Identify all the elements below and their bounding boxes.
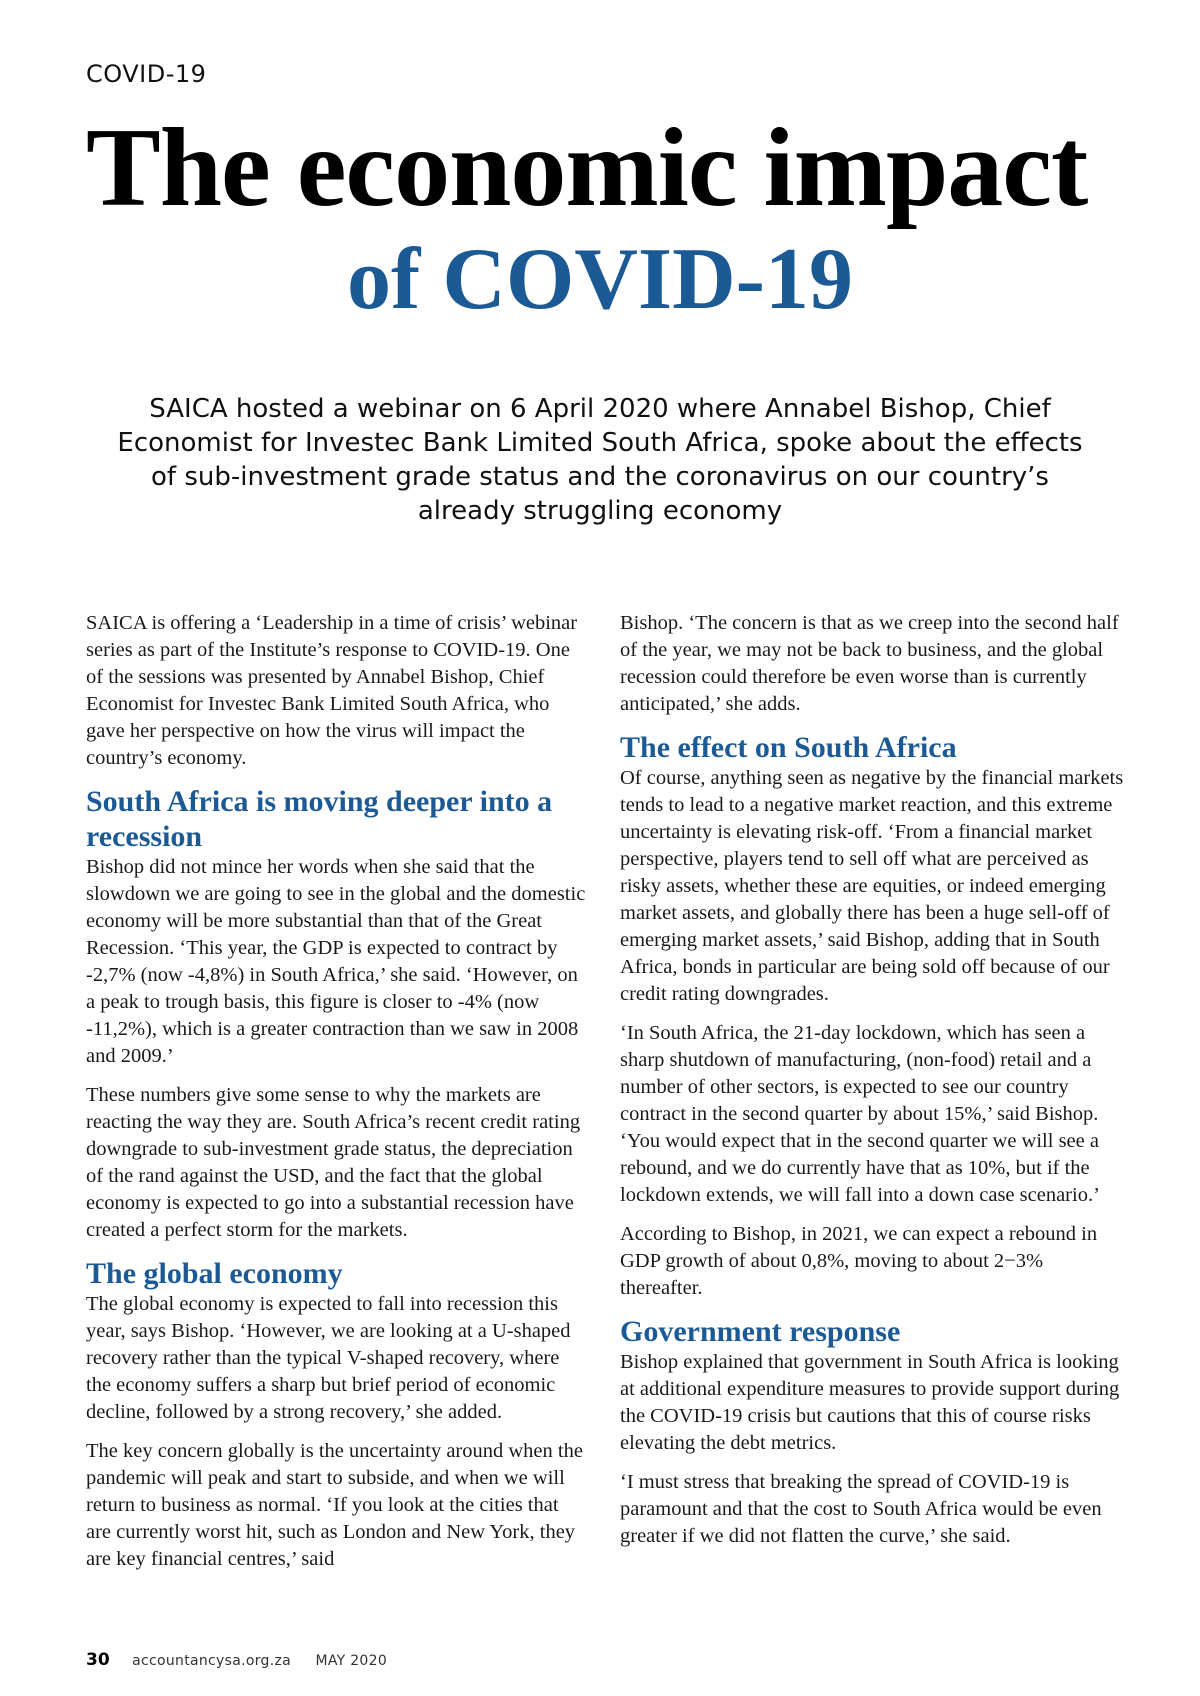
title-line-2: of COVID-19 xyxy=(347,231,853,328)
body-paragraph: ‘I must stress that breaking the spread of COVID-19 is paramount and that the cost to South Africa would be even greater if we did not flatten the curve,’ she said. xyxy=(620,1471,1102,1547)
page-footer xyxy=(86,1650,387,1670)
column-left xyxy=(86,610,588,1585)
section-heading-effect-on-sa: The effect on South Africa xyxy=(620,731,957,764)
page-number: 30 xyxy=(86,1650,110,1670)
section-heading-government-response: Government response xyxy=(620,1315,901,1348)
body-paragraph: Bishop did not mince her words when she said that the slowdown we are going to see in the global and the domestic economy will be more substantial than that of the Great Recession. ‘This year, the GDP is expected to contract by -2,7% (now -4,8%) in South Africa,’ she said. ‘However, on a peak to trough basis, this figure is closer to -4% (now -11,2%), which is a greater contraction than we saw in 2008 and 2009.’ xyxy=(86,856,586,1067)
body-paragraph: ‘In South Africa, the 21-day lockdown, which has seen a sharp shutdown of manufacturing, (non-food) retail and a number of other sectors, is expected to see our country contract in the second quarter by about 15%,’ said Bishop. ‘You would expect that in the second quarter we will see a rebound, and we do currently have that as 10%, but if the lockdown extends, we will fall into a down case scenario.’ xyxy=(620,1022,1100,1206)
issue-date: MAY 2020 xyxy=(315,1653,388,1669)
body-paragraph: The key concern globally is the uncertainty around when the pandemic will peak and start to subside, and when we will return to business as normal. ‘If you look at the cities that are currently worst hit, such as London and New York, they are key financial centres,’ said xyxy=(86,1440,583,1570)
section-heading-recession: South Africa is moving deeper into a recession xyxy=(86,785,553,853)
body-paragraph: Bishop explained that government in South Africa is looking at additional expenditure measures to provide support during the COVID-19 crisis but cautions that this of course risks elevating the debt metrics. xyxy=(620,1351,1120,1454)
section-heading-global-economy: The global economy xyxy=(86,1257,343,1290)
standfirst: SAICA hosted a webinar on 6 April 2020 where Annabel Bishop, Chief Economist for Investec Bank Limited South Africa, spoke about the effects of sub-investment grade status and the coronavirus on our country’s already struggling economy xyxy=(117,394,1083,526)
body-paragraph: These numbers give some sense to why the markets are reacting the way they are. South Africa’s recent credit rating downgrade to sub-investment grade status, the depreciation of the rand against the USD, and the fact that the global economy is expected to go into a substantial recession have created a perfect storm for the markets. xyxy=(86,1084,581,1241)
body-paragraph: The global economy is expected to fall into recession this year, says Bishop. ‘However, we are looking at a U-shaped recovery rather than the typical V-shaped recovery, where the economy suffers a sharp but brief period of economic decline, followed by a strong recovery,’ she added. xyxy=(86,1293,571,1423)
body-paragraph-continued: Bishop. ‘The concern is that as we creep into the second half of the year, we may not be back to business, and the global recession could therefore be even worse than is currently anticipated,’ she adds. xyxy=(620,612,1119,715)
body-paragraph: Of course, anything seen as negative by the financial markets tends to lead to a negative market reaction, and this extreme uncertainty is elevating risk-off. ‘From a financial market perspective, players tend to sell off what are perceived as risky assets, whether these are equities, or indeed emerging market assets, and globally there has been a huge sell-off of emerging market assets,’ said Bishop, adding that in South Africa, bonds in particular are being sold off because of our credit rating downgrades. xyxy=(620,767,1124,1005)
website-link[interactable]: accountancysa.org.za xyxy=(132,1653,291,1669)
column-right xyxy=(620,610,1128,1562)
section-label: COVID-19 xyxy=(86,60,207,88)
intro-paragraph: SAICA is offering a ‘Leadership in a time of crisis’ webinar series as part of the Institute’s response to COVID-19. One of the sessions was presented by Annabel Bishop, Chief Economist for Investec Bank Limited South Africa, who gave her perspective on how the virus will impact the country’s economy. xyxy=(86,612,578,769)
body-paragraph: According to Bishop, in 2021, we can expect a rebound in GDP growth of about 0,8%, moving to about 2−3% thereafter. xyxy=(620,1223,1098,1299)
title-line-1: The economic impact xyxy=(86,106,1088,230)
